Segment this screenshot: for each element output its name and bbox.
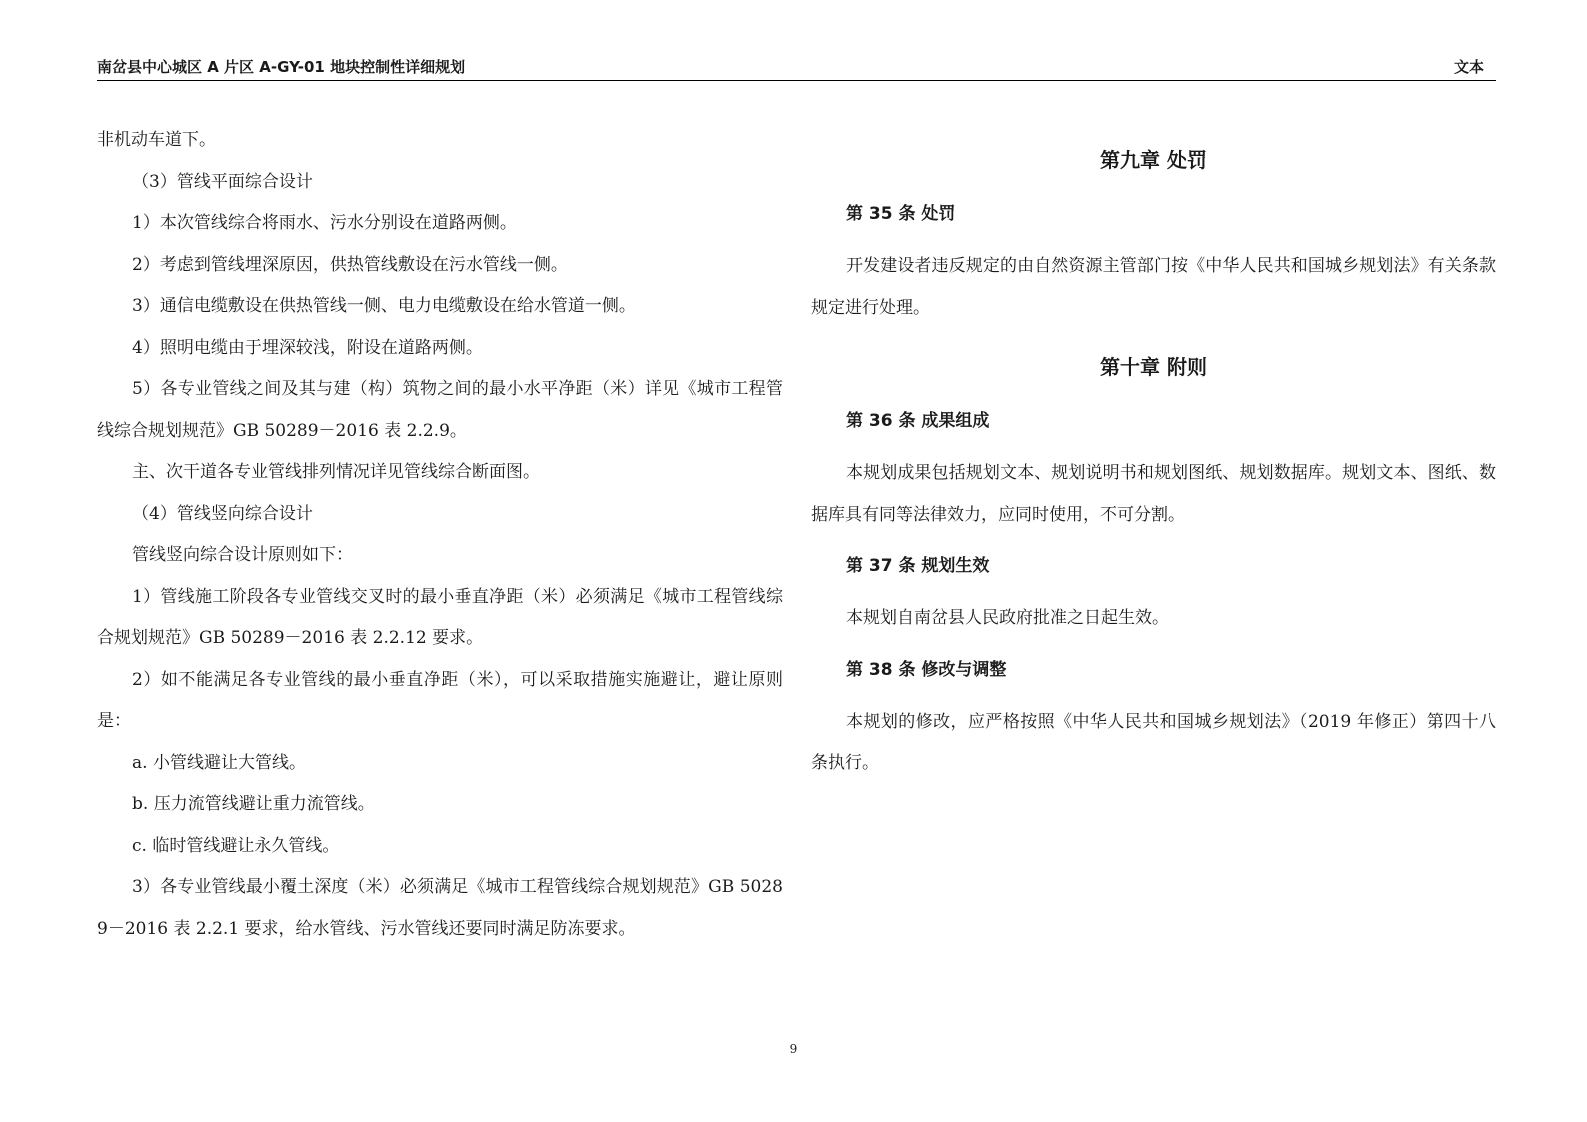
list-item: 2）考虑到管线埋深原因，供热管线敷设在污水管线一侧。 [132, 254, 568, 275]
paragraph: 管线竖向综合设计原则如下： [132, 545, 353, 565]
list-item: c. 临时管线避让永久管线。 [132, 835, 340, 856]
list-item: 5）各专业管线之间及其与建（构）筑物之间的最小水平净距（米）详见《城市工程管线综合规划规范》GB 50289－2016 表 2.2.9。 [97, 379, 783, 441]
article-text: 本规划成果包括规划文本、规划说明书和规划图纸、规划数据库。规划文本、图纸、数据库具有同等法律效力，应同时使用，不可分割。 [811, 463, 1496, 525]
list-item: 4）照明电缆由于埋深较浅，附设在道路两侧。 [132, 337, 483, 358]
page-header [97, 56, 1496, 81]
chapter-heading: 第九章 处罚 [1100, 148, 1207, 172]
subheading: （3）管线平面综合设计 [132, 171, 313, 192]
article-heading: 第 36 条 成果组成 [846, 411, 990, 431]
list-item: 3）通信电缆敷设在供热管线一侧、电力电缆敷设在给水管道一侧。 [132, 296, 636, 316]
page-number: 9 [789, 1042, 798, 1056]
article-heading: 第 38 条 修改与调整 [846, 659, 1007, 680]
article-heading: 第 35 条 处罚 [846, 204, 956, 224]
list-item: a. 小管线避让大管线。 [132, 752, 306, 773]
paragraph: 主、次干道各专业管线排列情况详见管线综合断面图。 [132, 462, 540, 482]
subheading: （4）管线竖向综合设计 [132, 503, 313, 524]
list-item: b. 压力流管线避让重力流管线。 [132, 794, 375, 814]
list-item: 1）本次管线综合将雨水、污水分别设在道路两侧。 [132, 213, 517, 233]
article-text: 本规划自南岔县人民政府批准之日起生效。 [846, 608, 1169, 628]
article-text: 本规划的修改，应严格按照《中华人民共和国城乡规划法》（2019 年修正）第四十八条执行。 [811, 711, 1496, 773]
left-column [97, 120, 783, 950]
section-label: 文本 [1453, 58, 1484, 76]
article-text: 开发建设者违反规定的由自然资源主管部门按《中华人民共和国城乡规划法》有关条款规定进行处理。 [811, 256, 1496, 318]
chapter-heading: 第十章 附则 [1100, 355, 1207, 379]
right-column [811, 120, 1496, 785]
document-title: 南岔县中心城区 A 片区 A-GY-01 地块控制性详细规划 [97, 58, 466, 76]
list-item: 2）如不能满足各专业管线的最小垂直净距（米），可以采取措施实施避让，避让原则是： [97, 669, 783, 731]
article-heading: 第 37 条 规划生效 [846, 556, 990, 576]
list-item: 3）各专业管线最小覆土深度（米）必须满足《城市工程管线综合规划规范》GB 50289－2016 表 2.2.1 要求，给水管线、污水管线还要同时满足防冻要求。 [97, 877, 783, 939]
paragraph: 非机动车道下。 [97, 130, 216, 150]
list-item: 1）管线施工阶段各专业管线交叉时的最小垂直净距（米）必须满足《城市工程管线综合规划规范》GB 50289－2016 表 2.2.12 要求。 [97, 586, 783, 648]
